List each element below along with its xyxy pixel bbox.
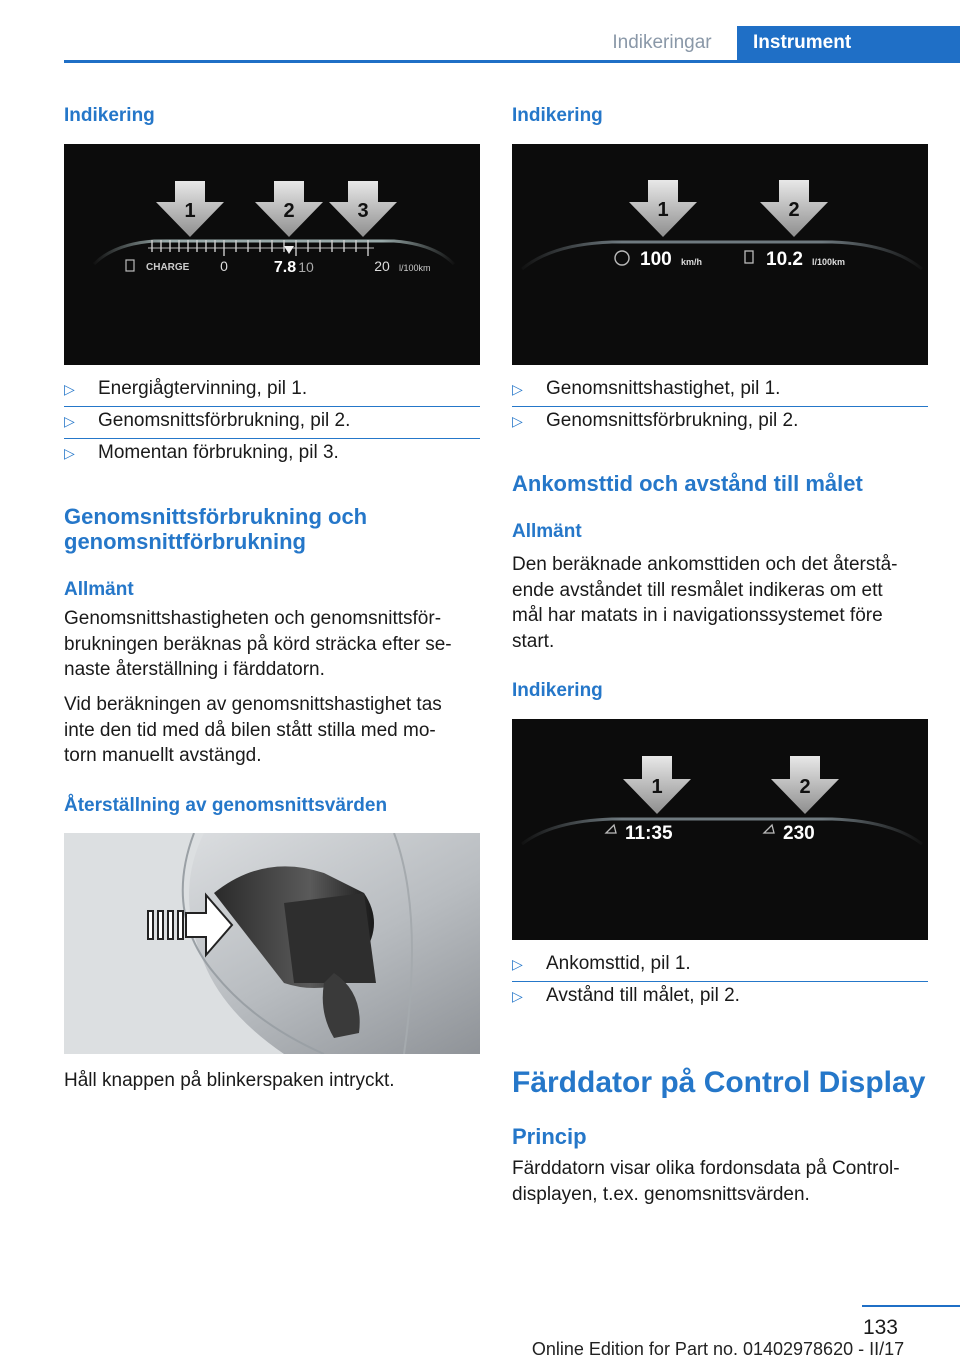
left-paragraph-1: Genomsnittshastigheten och genomsnittsför‐ brukningen beräknas på körd sträcka efter se‐ naste återställning i färddatorn. <box>64 608 452 680</box>
figure-turn-signal-lever <box>64 833 480 1054</box>
right-paragraph-2: Färddatorn visar olika fordonsdata på Control‐ displayen, t.ex. genomsnittsvärden. <box>512 1158 900 1205</box>
bullet-divider <box>512 981 928 982</box>
bullet-triangle-icon: ▷ <box>512 413 523 429</box>
bullet-triangle-icon: ▷ <box>512 381 523 397</box>
arrow-3-label: 3 <box>357 200 369 222</box>
header-tab-instrument[interactable]: Instrument <box>737 26 960 60</box>
arrival-time-value: 11:35 <box>625 823 673 844</box>
right-heading-indikering: Indikering <box>512 105 603 126</box>
left-subheading-allmant: Allmänt <box>64 579 134 600</box>
arrow-1-label: 1 <box>657 199 669 221</box>
arrow-1-label: 1 <box>651 776 663 798</box>
tick-20: 20 <box>374 258 390 274</box>
consumption-unit: l/100km <box>812 257 846 267</box>
figure-consumption-display <box>64 144 480 365</box>
tick-10: 10 <box>298 259 314 275</box>
figure-lever-svg <box>64 833 480 1054</box>
left-heading-indikering: Indikering <box>64 105 155 126</box>
bullet-divider <box>64 406 480 407</box>
unit-label: l/100km <box>399 263 431 273</box>
avg-consumption-value: 10.2 <box>766 249 803 270</box>
page-number: 133 <box>862 1316 898 1339</box>
figure-speed-consumption-display <box>512 144 928 365</box>
flag-icon <box>764 825 774 833</box>
bullet-triangle-icon: ▷ <box>512 988 523 1004</box>
footer-rule <box>862 1305 960 1307</box>
header-tab-indikeringar[interactable]: Indikeringar <box>612 32 712 53</box>
bullet-divider <box>64 438 480 439</box>
left-paragraph-2: Vid beräkningen av genomsnittshastighet tas inte den tid med då bilen stått stilla med mo‐ torn manuellt avstängd. <box>64 694 442 766</box>
avg-consumption-value: 7.8 <box>273 259 297 276</box>
tick-0: 0 <box>220 258 228 274</box>
right-subheading-princip: Princip <box>512 1124 587 1149</box>
avg-speed-value: 100 <box>640 249 672 270</box>
right-subheading-allmant: Allmänt <box>512 521 582 542</box>
bullet-triangle-icon: ▷ <box>512 956 523 972</box>
right-paragraph-1: Den beräknade ankomsttiden och det återstå‐ ende avståndet till resmålet indikeras om ett mål har matats in i navigationssystemet före start. <box>512 554 898 652</box>
bullet-triangle-icon: ▷ <box>64 381 75 397</box>
figure-speed-svg <box>512 144 928 365</box>
bullet-triangle-icon: ▷ <box>64 413 75 429</box>
figure-consumption-svg <box>64 144 480 365</box>
header-rule <box>64 60 960 63</box>
left-heading-genomsnitt: Genomsnittsförbrukning och genomsnittförbrukning <box>64 504 368 554</box>
flag-icon <box>606 825 616 833</box>
left-heading-aterstallning: Återställning av genomsnittsvärden <box>64 795 388 816</box>
arrow-2-label: 2 <box>799 776 811 798</box>
battery-icon <box>126 260 134 271</box>
footer-edition: Online Edition for Part no. 01402978620 - II/17 <box>531 1339 905 1359</box>
right-heading-farddator: Färddator på Control Display <box>512 1066 926 1099</box>
bullet-triangle-icon: ▷ <box>64 445 75 461</box>
arrow-2-label: 2 <box>788 199 800 221</box>
figure-arrival-svg <box>512 719 928 940</box>
distance-value: 230 <box>783 823 815 844</box>
right-heading-indikering-2: Indikering <box>512 680 603 701</box>
arrow-1-label: 1 <box>184 200 196 222</box>
speed-unit: km/h <box>681 257 703 267</box>
charge-label: CHARGE <box>146 262 190 273</box>
speedometer-icon <box>615 251 629 265</box>
right-heading-ankomsttid: Ankomsttid och avstånd till målet <box>512 471 863 496</box>
arrow-2-label: 2 <box>283 200 295 222</box>
figure-arrival-display <box>512 719 928 940</box>
left-caption: Håll knappen på blinkerspaken intryckt. <box>64 1070 395 1091</box>
bullet-divider <box>512 406 928 407</box>
fuel-pump-icon <box>745 251 753 263</box>
